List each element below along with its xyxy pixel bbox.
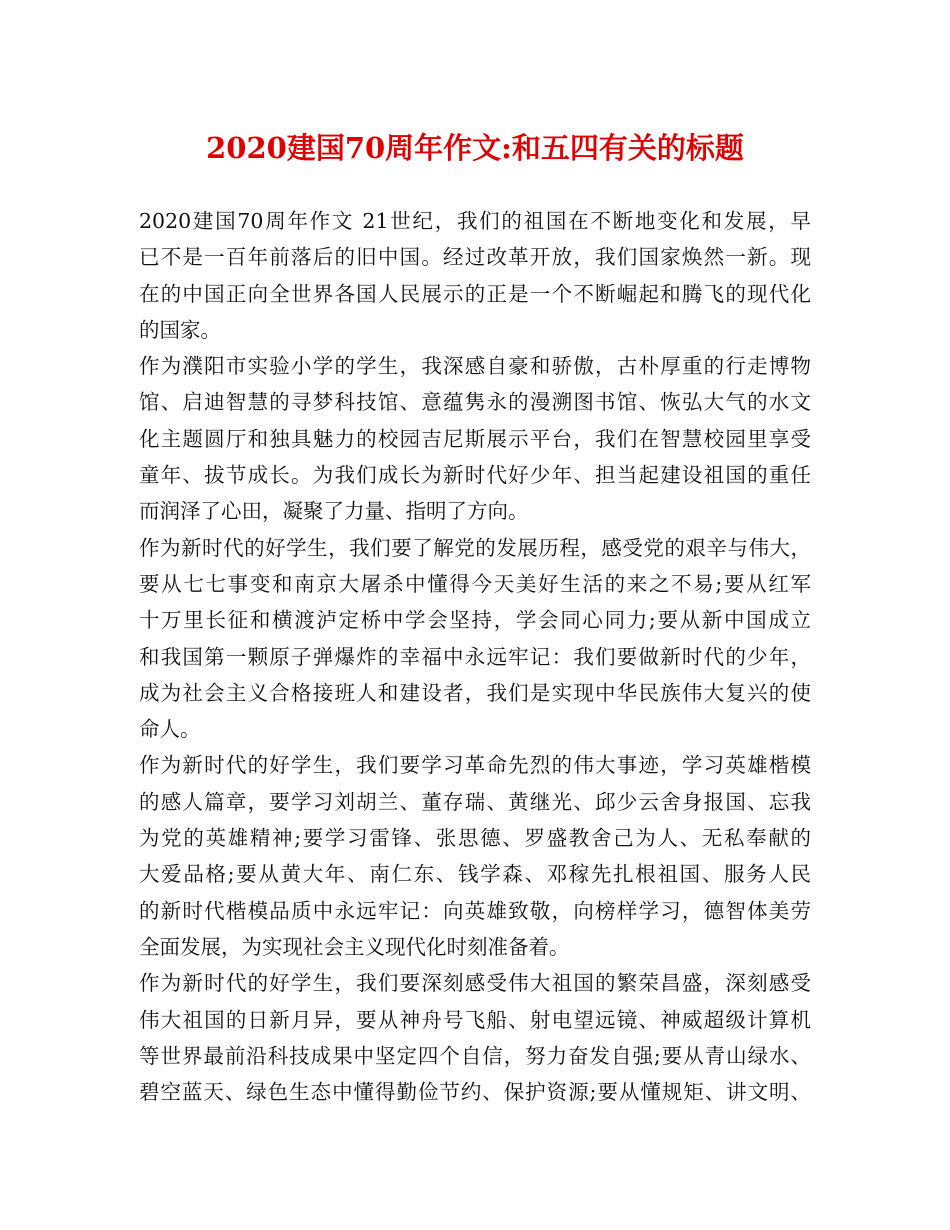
- document-body: [139, 203, 811, 1110]
- text-line: 作为濮阳市实验小学的学生，我深感自豪和骄傲，古朴厚重的行走博物: [139, 354, 811, 379]
- text-line: 的感人篇章，要学习刘胡兰、董存瑞、黄继光、邱少云舍身报国、忘我: [139, 789, 811, 814]
- text-line: 童年、拔节成长。为我们成长为新时代好少年、担当起建设祖国的重任: [139, 463, 811, 488]
- text-line: 的国家。: [139, 317, 221, 342]
- document-title: 2020建国70周年作文:和五四有关的标题: [206, 131, 744, 165]
- text-line: 伟大祖国的日新月异，要从神舟号飞船、射电望远镜、神威超级计算机: [139, 1007, 811, 1032]
- text-line: 的新时代楷模品质中永远牢记：向英雄致敬，向榜样学习，德智体美劳: [139, 898, 811, 923]
- text-line: 等世界最前沿科技成果中坚定四个自信，努力奋发自强;要从青山绿水、: [139, 1043, 811, 1068]
- text-line: 馆、启迪智慧的寻梦科技馆、意蕴隽永的漫溯图书馆、恢弘大气的水文: [139, 390, 811, 415]
- text-line: 和我国第一颗原子弹爆炸的幸福中永远牢记：我们要做新时代的少年，: [139, 644, 811, 669]
- text-line: 化主题圆厅和独具魅力的校园吉尼斯展示平台，我们在智慧校园里享受: [139, 426, 811, 451]
- text-line: 命人。: [139, 717, 201, 742]
- text-line: 大爱品格;要从黄大年、南仁东、钱学森、邓稼先扎根祖国、服务人民: [139, 862, 811, 887]
- text-line: 要从七七事变和南京大屠杀中懂得今天美好生活的来之不易;要从红军: [139, 571, 811, 596]
- text-line: 而润泽了心田，凝聚了力量、指明了方向。: [139, 499, 529, 524]
- text-line: 为党的英雄精神;要学习雷锋、张思德、罗盛教舍己为人、无私奉献的: [139, 826, 811, 851]
- text-line: 碧空蓝天、绿色生态中懂得勤俭节约、保护资源;要从懂规矩、讲文明、: [139, 1080, 811, 1105]
- text-line: 成为社会主义合格接班人和建设者，我们是实现中华民族伟大复兴的使: [139, 680, 811, 705]
- text-line: 已不是一百年前落后的旧中国。经过改革开放，我们国家焕然一新。现: [139, 245, 811, 270]
- text-line: 作为新时代的好学生，我们要深刻感受伟大祖国的繁荣昌盛，深刻感受: [139, 971, 811, 996]
- text-line: 2020建国70周年作文 21世纪，我们的祖国在不断地变化和发展，早: [139, 209, 811, 233]
- text-line: 全面发展，为实现社会主义现代化时刻准备着。: [139, 934, 570, 959]
- text-line: 在的中国正向全世界各国人民展示的正是一个不断崛起和腾飞的现代化: [139, 281, 811, 306]
- text-line: 十万里长征和横渡泸定桥中学会坚持，学会同心同力;要从新中国成立: [139, 608, 811, 633]
- text-line: 作为新时代的好学生，我们要学习革命先烈的伟大事迹，学习英雄楷模: [139, 753, 811, 778]
- text-line: 作为新时代的好学生，我们要了解党的发展历程，感受党的艰辛与伟大，: [139, 535, 811, 560]
